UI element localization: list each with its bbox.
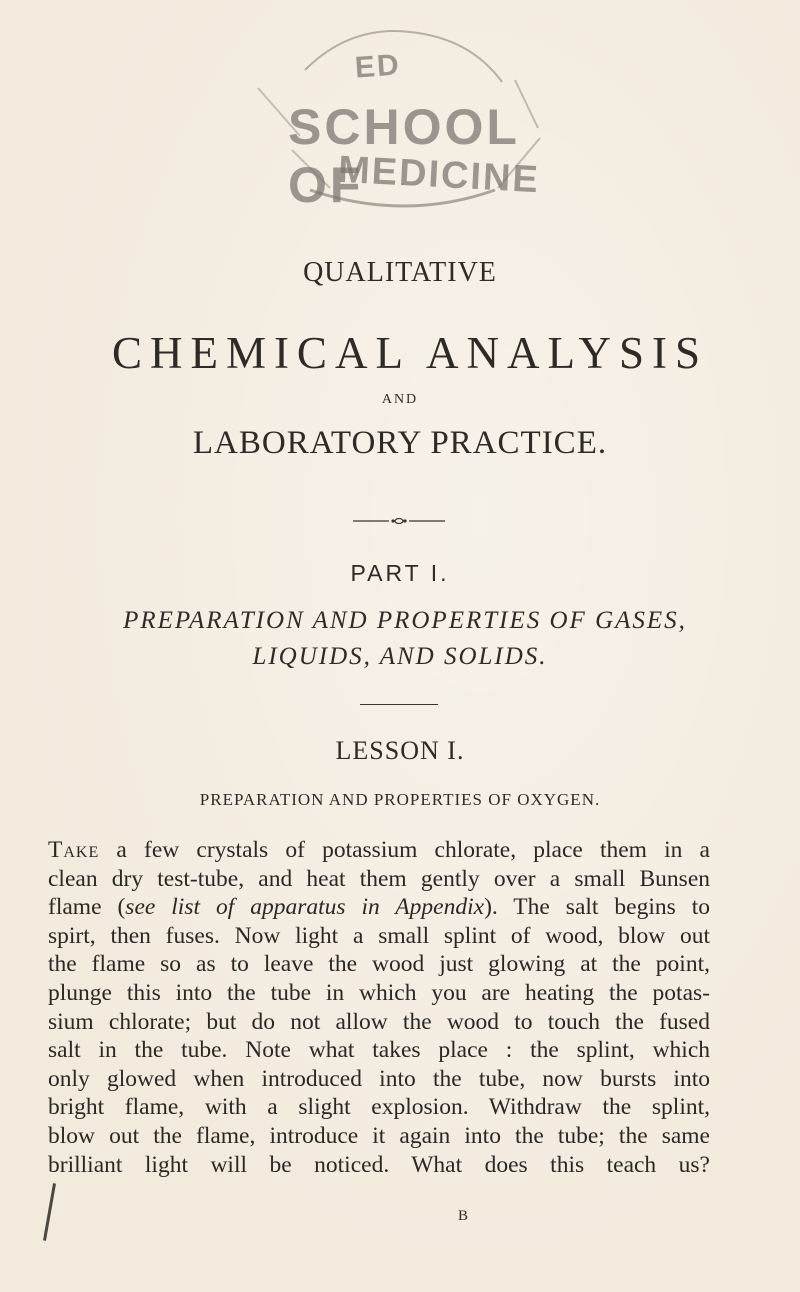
body-line: spirt, then fuses. Now light a small splint of wood, blow out: [48, 922, 710, 949]
body-line: sium chlorate; but do not allow the wood to touch the fused: [48, 1008, 710, 1035]
stamp-text-middle: SCHOOL OF: [288, 99, 519, 213]
body-line: bright flame, with a slight explosion. Withdraw the splint,: [48, 1094, 710, 1121]
body-line: only glowed when introduced into the tube, now bursts into: [48, 1065, 710, 1092]
body-line: blow out the flame, introduce it again into the tube; the same: [48, 1122, 710, 1149]
part-label: PART I.: [350, 560, 450, 586]
body-line-text: a few crystals of potassium chlorate, place them in a: [99, 837, 710, 863]
margin-mark: [43, 1183, 56, 1241]
body-line: [48, 893, 710, 922]
body-line-text: flame (: [48, 894, 126, 921]
title-chemical-analysis: CHEMICAL ANALYSIS: [111, 328, 709, 378]
title-and: AND: [381, 392, 419, 407]
title-laboratory-practice: LABORATORY PRACTICE.: [192, 425, 608, 461]
part-heading-line2: LIQUIDS, AND SOLIDS.: [252, 643, 548, 670]
stamp-text-bottom: MEDICINE: [337, 148, 541, 202]
body-line: the flame so as to leave the wood just glowing at the point,: [48, 951, 710, 978]
body-line: salt in the tube. Note what takes place : the splint, which: [48, 1037, 710, 1064]
stamp-text-top: ED: [353, 48, 402, 85]
section-rule: [360, 704, 438, 705]
lesson-label: LESSON I.: [335, 736, 465, 765]
body-line-text: ). The salt begins to: [484, 894, 710, 921]
body-line: [48, 836, 710, 865]
body-line: clean dry test-tube, and heat them gently over a small Bunsen: [48, 865, 710, 892]
library-stamp: [240, 10, 570, 215]
body-italic-reference: see list of apparatus in Appendix: [125, 894, 485, 921]
body-opening-word: Take: [48, 837, 100, 863]
body-line: plunge this into the tube in which you are heating the potas-: [48, 979, 710, 1006]
part-heading-line1: PREPARATION AND PROPERTIES OF GASES,: [123, 607, 687, 634]
body-line: brilliant light will be noticed. What does this teach us?: [48, 1151, 710, 1178]
ornament-divider-icon: [353, 518, 445, 524]
lesson-body-paragraph: [48, 836, 768, 1179]
lesson-subheading: PREPARATION AND PROPERTIES OF OXYGEN.: [199, 790, 601, 809]
page-signature-mark: B: [458, 1208, 470, 1224]
title-qualitative: QUALITATIVE: [303, 257, 497, 288]
